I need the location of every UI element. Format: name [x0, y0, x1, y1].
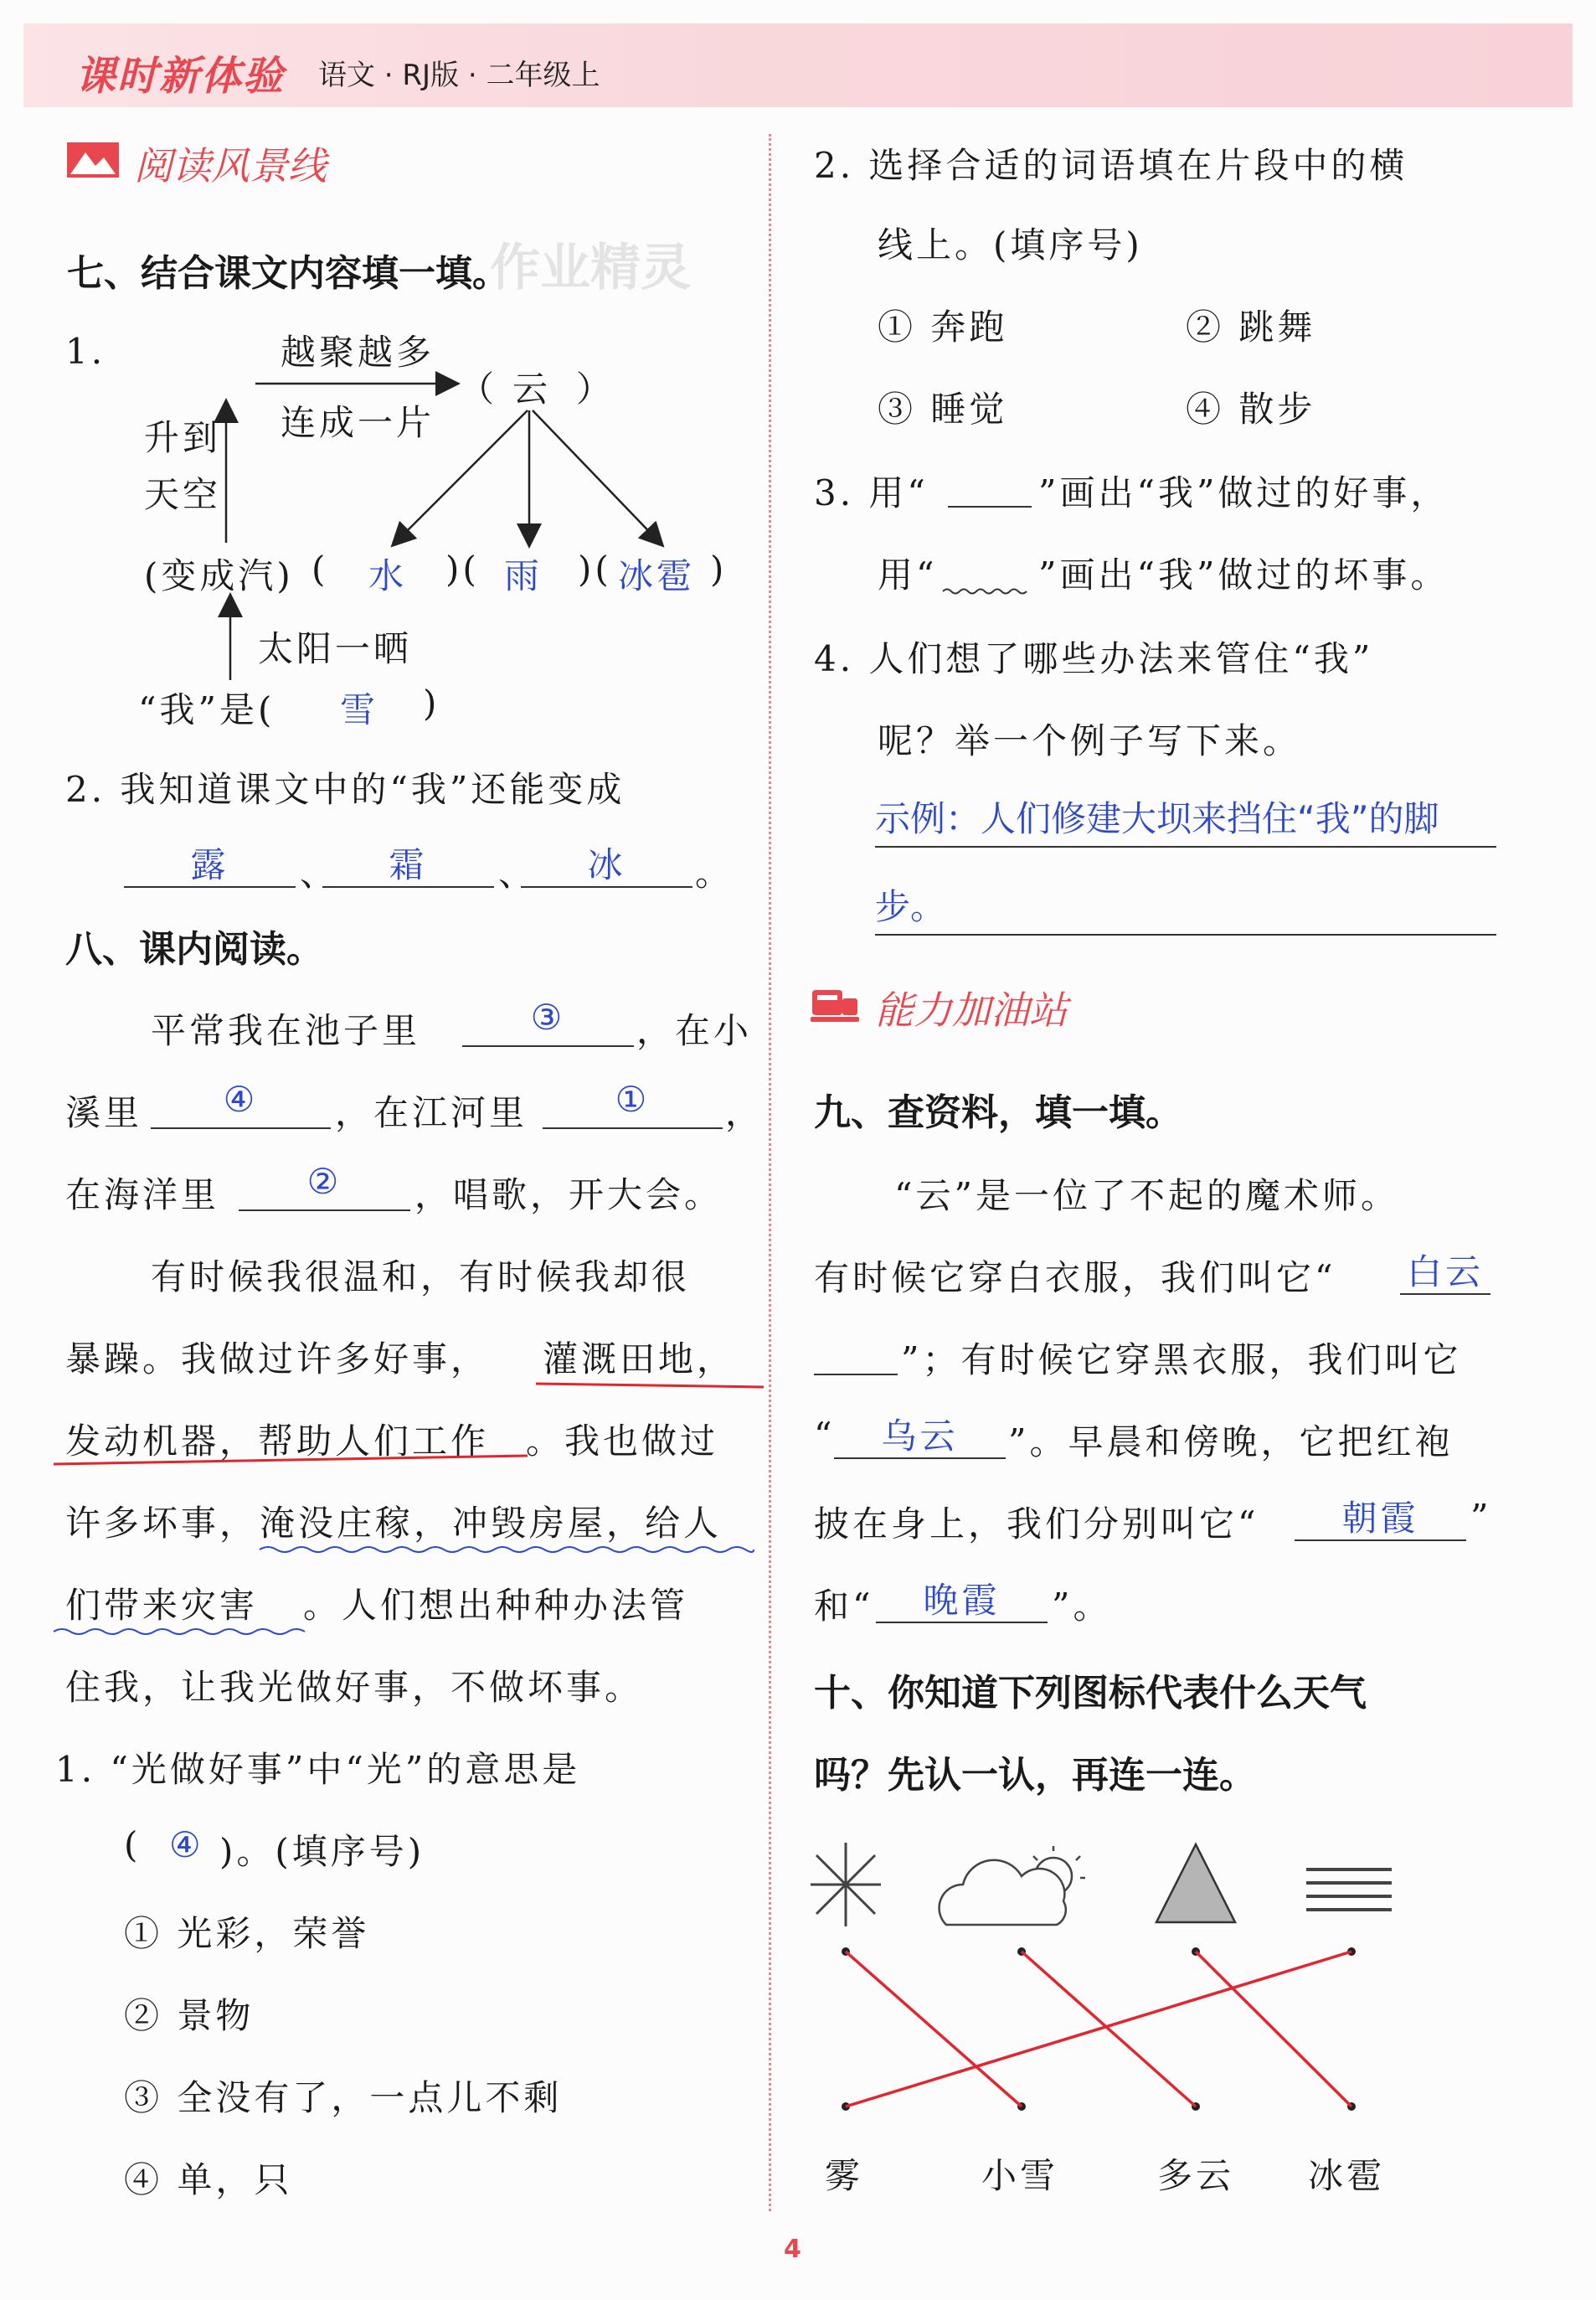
q8-2-line2: 线上。(填序号) — [878, 224, 1143, 266]
answer-stream: ④ — [223, 1079, 259, 1120]
q9-line6a: 和“ — [814, 1586, 874, 1627]
q8-1-close: )。(填序号) — [219, 1831, 425, 1872]
blank-dew — [124, 838, 296, 888]
p1-line1a: 平常我在池子里 — [151, 1010, 421, 1051]
fog-lines-icon — [1306, 1869, 1392, 1910]
blank-ocean — [239, 1161, 410, 1211]
p1-line2c: ， — [725, 1092, 765, 1133]
diagram-label-rise2: 天空 — [144, 474, 222, 515]
p2-line4b: 淹没庄稼，冲毁房屋，给人 — [260, 1503, 723, 1544]
q8-4-line1: 4. 人们想了哪些办法来管住“我” — [814, 638, 1374, 679]
diagram-label-sun: 太阳一晒 — [258, 628, 413, 669]
q8-4-answer-line2: 步。 — [875, 879, 1496, 936]
q8-2-opt1: ① 奔跑 — [878, 307, 1008, 348]
q8-1-option3: ③ 全没有了，一点儿不剩 — [124, 2077, 563, 2118]
diagram-arrows — [0, 0, 770, 754]
p2-line5a: 们带来灾害 — [65, 1585, 259, 1626]
p1-line3b: ，唱歌，开大会。 — [414, 1174, 723, 1215]
weather-label-cloudy: 多云 — [1157, 2155, 1235, 2196]
q8-1-answer: ④ — [169, 1824, 204, 1865]
q8-1-option4: ④ 单，只 — [124, 2159, 293, 2200]
blank-white-cloud-cont — [814, 1374, 898, 1375]
weather-label-fog: 雾 — [825, 2155, 864, 2196]
answer-lines — [846, 1952, 1351, 2107]
p2-line2a: 暴躁。我做过许多好事， — [65, 1338, 490, 1379]
answer-rain: 雨 — [504, 555, 543, 596]
bottom-dots — [842, 2102, 1356, 2111]
truck-icon — [811, 987, 861, 1025]
answer-ocean: ② — [306, 1161, 342, 1202]
sep-1: 、 — [300, 853, 339, 894]
q8-3-line2a: 用“ — [878, 554, 938, 596]
answer-evening-glow: 晚霞 — [876, 1573, 1048, 1623]
end-period: 。 — [695, 853, 734, 894]
q9-line1: “云”是一位了不起的魔术师。 — [894, 1175, 1399, 1216]
q8-2-opt2: ② 跳舞 — [1186, 307, 1316, 348]
q9-line4b: ”。早晨和傍晚，它把红袍 — [1008, 1421, 1454, 1462]
q10-line2: 吗？先认一认，再连一连。 — [814, 1754, 1256, 1797]
p1-line1b: ，在小 — [636, 1010, 753, 1051]
page-number: 4 — [784, 2235, 801, 2264]
answer-pond: ③ — [530, 997, 566, 1038]
diagram-open: ( — [311, 549, 329, 590]
q8-2-opt3: ③ 睡觉 — [878, 389, 1008, 430]
diagram-label-connect: 连成一片 — [281, 402, 435, 443]
q8-1-option1: ① 光彩，荣誉 — [124, 1913, 370, 1954]
answer-morning-glow: 朝霞 — [1295, 1491, 1466, 1541]
p2-line5b: 。人们想出种种办法管 — [303, 1585, 689, 1626]
diagram-mid1: )( — [445, 549, 480, 590]
snowflake-icon — [811, 1843, 881, 1926]
p2-line3a: 发动机器，帮助人们工作 — [65, 1421, 490, 1462]
sep-2: 、 — [498, 853, 538, 894]
hail-triangle-icon — [1156, 1844, 1235, 1922]
answer-ice: 冰 — [587, 844, 626, 885]
diagram-mid2: )( — [578, 549, 612, 590]
q8-title: 八、课内阅读。 — [65, 928, 323, 971]
answer-dew: 露 — [190, 844, 229, 885]
answer-dark-cloud: 乌云 — [834, 1409, 1006, 1459]
p1-line2b: ，在江河里 — [335, 1092, 528, 1133]
q8-1-text: 1. “光做好事”中“光”的意思是 — [55, 1749, 581, 1790]
p2-line6: 住我，让我光做好事，不做坏事。 — [65, 1667, 644, 1708]
diagram-paren-close: ） — [576, 369, 615, 410]
p2-line3b: 。我也做过 — [526, 1421, 719, 1462]
partly-cloudy-icon — [940, 1846, 1085, 1925]
brand-title: 课时新体验 — [75, 53, 286, 100]
section-title-reading: 阅读风景线 — [134, 143, 327, 188]
q8-2-opt4: ④ 散步 — [1186, 389, 1316, 430]
weather-label-hail: 冰雹 — [1308, 2155, 1386, 2196]
q8-3-line1a: 3. 用“ — [814, 472, 929, 513]
blank-ice — [521, 838, 692, 888]
answer-river: ① — [615, 1079, 651, 1120]
answer-white-cloud: 白云 — [1400, 1245, 1490, 1295]
student-markings — [0, 1256, 770, 1642]
p1-line2a: 溪里 — [65, 1092, 143, 1133]
q8-3-line1b: ”画出“我”做过的好事， — [1038, 472, 1449, 513]
diagram-close2: ) — [423, 683, 440, 724]
q8-4-answer-line1: 示例：人们修建大坝来挡住“我”的脚 — [875, 792, 1496, 848]
straight-line-sample — [948, 506, 1032, 508]
blank-pond — [462, 997, 634, 1047]
blank-frost — [322, 838, 494, 888]
blank-river — [543, 1079, 723, 1129]
q8-1-option2: ② 景物 — [124, 1995, 255, 2036]
q10-line1: 十、你知道下列图标代表什么天气 — [814, 1672, 1367, 1715]
watermark: 作业精灵 — [490, 239, 691, 297]
top-dots — [842, 1947, 1356, 1956]
q8-2-line1: 2. 选择合适的词语填在片段中的横 — [814, 145, 1408, 186]
q7-1-number: 1. — [65, 331, 106, 372]
answer-frost: 霜 — [389, 844, 428, 885]
q9-line2a: 有时候它穿白衣服，我们叫它“ — [814, 1257, 1336, 1298]
q9-title: 九、查资料，填一填。 — [814, 1091, 1182, 1134]
q7-2-text: 2. 我知道课文中的“我”还能变成 — [65, 769, 626, 810]
answer-water: 水 — [368, 555, 408, 596]
diagram-close: ) — [710, 549, 728, 590]
p1-line3a: 在海洋里 — [65, 1174, 220, 1215]
blank-stream — [151, 1079, 331, 1129]
q9-line6b: ”。 — [1052, 1586, 1112, 1627]
answer-hail: 冰雹 — [618, 555, 696, 596]
q8-3-line2b: ”画出“我”做过的坏事。 — [1038, 554, 1449, 596]
diagram-label-gather: 越聚越多 — [281, 332, 435, 373]
q9-line3: ”；有时候它穿黑衣服，我们叫它 — [901, 1339, 1462, 1380]
section-title-ability: 能力加油站 — [875, 988, 1068, 1033]
q8-4-line2: 呢？举一个例子写下来。 — [878, 720, 1302, 761]
q9-line4a: “ — [814, 1415, 836, 1456]
q9-line5b: ” — [1470, 1497, 1492, 1538]
q8-1-open: ( — [124, 1824, 142, 1865]
weather-matching — [795, 1826, 1574, 2127]
p2-line1: 有时候我很温和，有时候我却很 — [151, 1256, 691, 1297]
p2-line2b: 灌溉田地， — [543, 1338, 736, 1379]
diagram-cloud: 云 — [512, 369, 552, 410]
q7-title: 七、结合课文内容填一填。 — [67, 252, 509, 295]
book-subtitle: 语文 · RJ版 · 二年级上 — [318, 59, 600, 92]
diagram-paren-open: （ — [459, 369, 498, 410]
answer-snow: 雪 — [340, 689, 379, 730]
diagram-label-rise1: 升到 — [144, 417, 222, 458]
diagram-label-vapor: (变成汽) — [144, 555, 294, 596]
q9-line5a: 披在身上，我们分别叫它“ — [814, 1503, 1259, 1545]
wavy-line-sample — [941, 586, 1033, 596]
diagram-label-me: “我”是( — [138, 689, 275, 730]
weather-label-light-snow: 小雪 — [981, 2155, 1059, 2196]
p2-line4a: 许多坏事， — [65, 1503, 259, 1544]
